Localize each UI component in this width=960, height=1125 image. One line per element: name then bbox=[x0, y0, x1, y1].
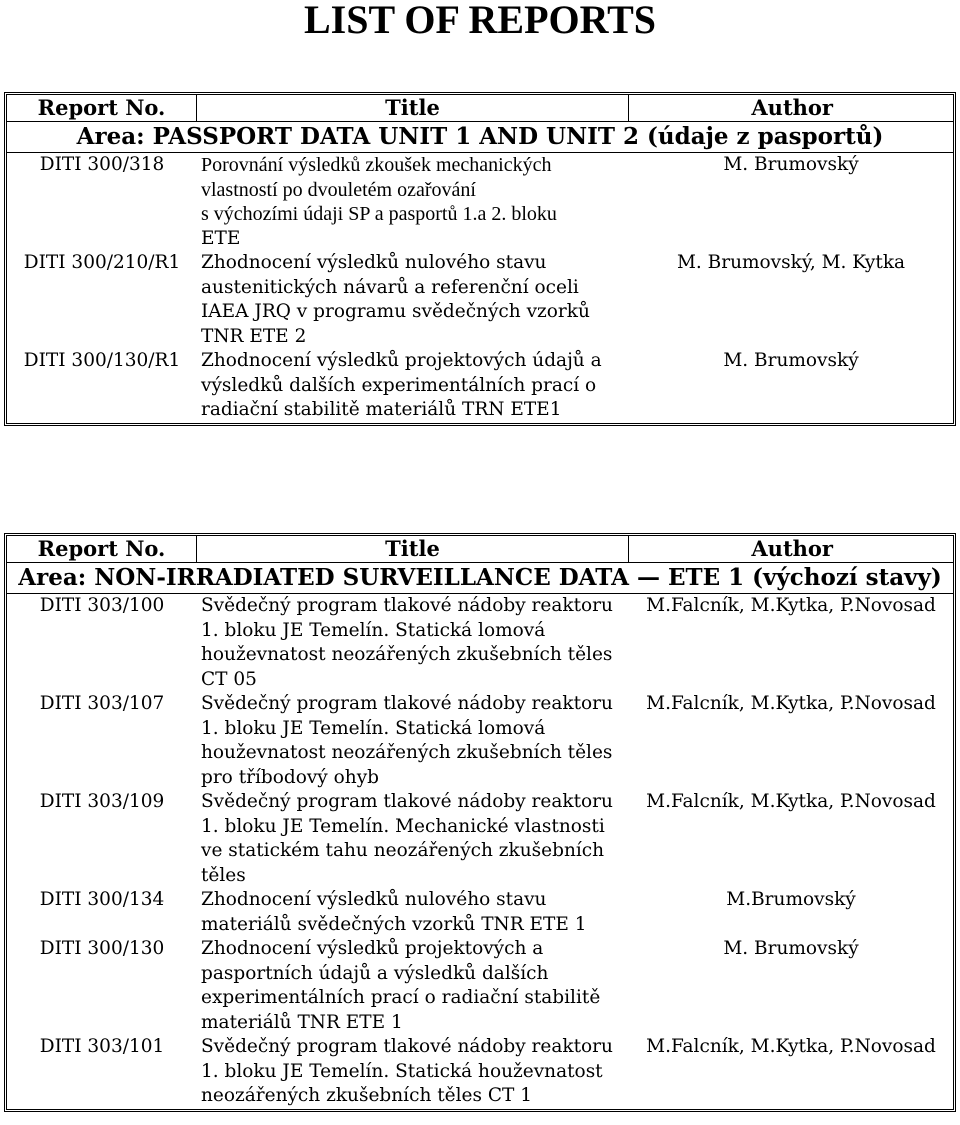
header-author: Author bbox=[629, 536, 953, 563]
area-label: Area: NON-IRRADIATED SURVEILLANCE DATA — ETE 1 (výchozí stavy) bbox=[7, 563, 953, 594]
report-title-line: Svědečný program tlakové nádoby reaktoru bbox=[201, 791, 613, 812]
report-title-line: Svědečný program tlakové nádoby reaktoru bbox=[201, 1036, 613, 1057]
report-author: M.Falcník, M.Kytka, P.Novosad bbox=[646, 693, 936, 714]
report-title-line: 1. bloku JE Temelín. Statická lomová bbox=[201, 619, 546, 641]
report-title-line: vlastností po dvouletém ozařování bbox=[201, 178, 476, 201]
reports-table-non-irradiated bbox=[4, 533, 956, 1112]
report-title-line: houževnatost neozářených zkušebních těles bbox=[201, 742, 613, 763]
report-title-line: Zhodnocení výsledků projektových údajů a bbox=[201, 350, 602, 371]
report-title bbox=[197, 594, 629, 692]
report-title-line: materiálů TNR ETE 1 bbox=[201, 1011, 403, 1033]
report-author: M.Falcník, M.Kytka, P.Novosad bbox=[646, 791, 936, 812]
report-author: M. Brumovský bbox=[723, 350, 859, 371]
report-title-line: pro tříbodový ohyb bbox=[201, 766, 379, 788]
report-title-line: Svědečný program tlakové nádoby reaktoru bbox=[201, 595, 613, 616]
table-row bbox=[7, 349, 953, 423]
header-title: Title bbox=[197, 536, 629, 563]
report-title-line: IAEA JRQ v programu svědečných vzorků bbox=[201, 301, 590, 322]
header-title: Title bbox=[197, 95, 629, 122]
report-title-line: pasportních údajů a výsledků dalších bbox=[201, 962, 549, 984]
report-title-line: s výchozími údaji SP a pasportů 1.a 2. bloku bbox=[201, 203, 557, 225]
report-title bbox=[197, 790, 629, 888]
report-author: M.Falcník, M.Kytka, P.Novosad bbox=[646, 1036, 936, 1057]
report-title-line: ve statickém tahu neozářených zkušebních bbox=[201, 840, 605, 861]
report-number: DITI 300/210/R1 bbox=[23, 252, 181, 273]
table-body bbox=[7, 594, 953, 1109]
report-title-line: těles bbox=[201, 864, 246, 886]
report-title-line: 1. bloku JE Temelín. Statická houževnatost bbox=[201, 1060, 603, 1082]
table-body bbox=[7, 153, 953, 423]
report-title-line: Porovnání výsledků zkoušek mechanických bbox=[201, 154, 552, 176]
report-number: DITI 300/318 bbox=[39, 154, 165, 175]
report-title-line: experimentálních prací o radiační stabilitě bbox=[201, 987, 601, 1008]
report-title-line: radiační stabilitě materiálů TRN ETE1 bbox=[201, 399, 562, 420]
report-title-line: austenitických návarů a referenční oceli bbox=[201, 276, 579, 298]
report-author: M. Brumovský bbox=[723, 154, 859, 175]
report-number: DITI 300/130/R1 bbox=[23, 350, 181, 371]
report-title-line: Zhodnocení výsledků nulového stavu bbox=[201, 252, 547, 273]
table-row bbox=[7, 594, 953, 692]
header-report-no: Report No. bbox=[7, 536, 197, 563]
table-row bbox=[7, 937, 953, 1035]
report-number: DITI 303/109 bbox=[39, 791, 165, 812]
table-row bbox=[7, 251, 953, 349]
report-number: DITI 303/107 bbox=[39, 693, 165, 714]
report-title-line: Zhodnocení výsledků nulového stavu bbox=[201, 889, 547, 910]
page-title: LIST OF REPORTS bbox=[303, 0, 657, 42]
table-header-row bbox=[7, 536, 953, 563]
report-number: DITI 300/130 bbox=[39, 938, 165, 959]
area-row bbox=[7, 563, 953, 594]
area-label: Area: PASSPORT DATA UNIT 1 AND UNIT 2 (údaje z pasportů) bbox=[7, 122, 953, 153]
report-title bbox=[197, 692, 629, 790]
area-row bbox=[7, 122, 953, 153]
report-title-line: ETE bbox=[201, 227, 241, 249]
report-title bbox=[197, 888, 629, 937]
report-number: DITI 303/100 bbox=[39, 595, 165, 616]
report-author: M. Brumovský, M. Kytka bbox=[676, 252, 906, 273]
report-author: M.Falcník, M.Kytka, P.Novosad bbox=[646, 595, 936, 616]
table-row bbox=[7, 692, 953, 790]
report-title-line: neozářených zkušebních těles CT 1 bbox=[201, 1085, 533, 1106]
report-title-line: Svědečný program tlakové nádoby reaktoru bbox=[201, 693, 613, 714]
report-number: DITI 303/101 bbox=[39, 1036, 165, 1057]
report-title-line: Zhodnocení výsledků projektových a bbox=[201, 938, 544, 959]
table-row bbox=[7, 888, 953, 937]
header-report-no: Report No. bbox=[7, 95, 197, 122]
table-row bbox=[7, 790, 953, 888]
report-number: DITI 300/134 bbox=[39, 889, 165, 910]
report-title bbox=[197, 1035, 629, 1109]
report-title-line: TNR ETE 2 bbox=[201, 325, 307, 347]
reports-table-passport bbox=[4, 92, 956, 426]
report-title-line: 1. bloku JE Temelín. Mechanické vlastnosti bbox=[201, 815, 605, 837]
table-row bbox=[7, 153, 953, 251]
table-header-row bbox=[7, 95, 953, 122]
report-title-line: houževnatost neozářených zkušebních těles bbox=[201, 644, 613, 665]
header-author: Author bbox=[629, 95, 953, 122]
report-title bbox=[197, 251, 629, 349]
table-row bbox=[7, 1035, 953, 1109]
report-title bbox=[197, 349, 629, 423]
report-title bbox=[197, 937, 629, 1035]
report-author: M.Brumovský bbox=[726, 889, 856, 910]
report-title-line: CT 05 bbox=[201, 668, 257, 690]
report-title-line: výsledků dalších experimentálních prací o bbox=[201, 374, 597, 396]
report-title-line: materiálů svědečných vzorků TNR ETE 1 bbox=[201, 913, 587, 935]
report-title bbox=[197, 153, 629, 251]
report-title-line: 1. bloku JE Temelín. Statická lomová bbox=[201, 717, 546, 739]
report-author: M. Brumovský bbox=[723, 938, 859, 959]
